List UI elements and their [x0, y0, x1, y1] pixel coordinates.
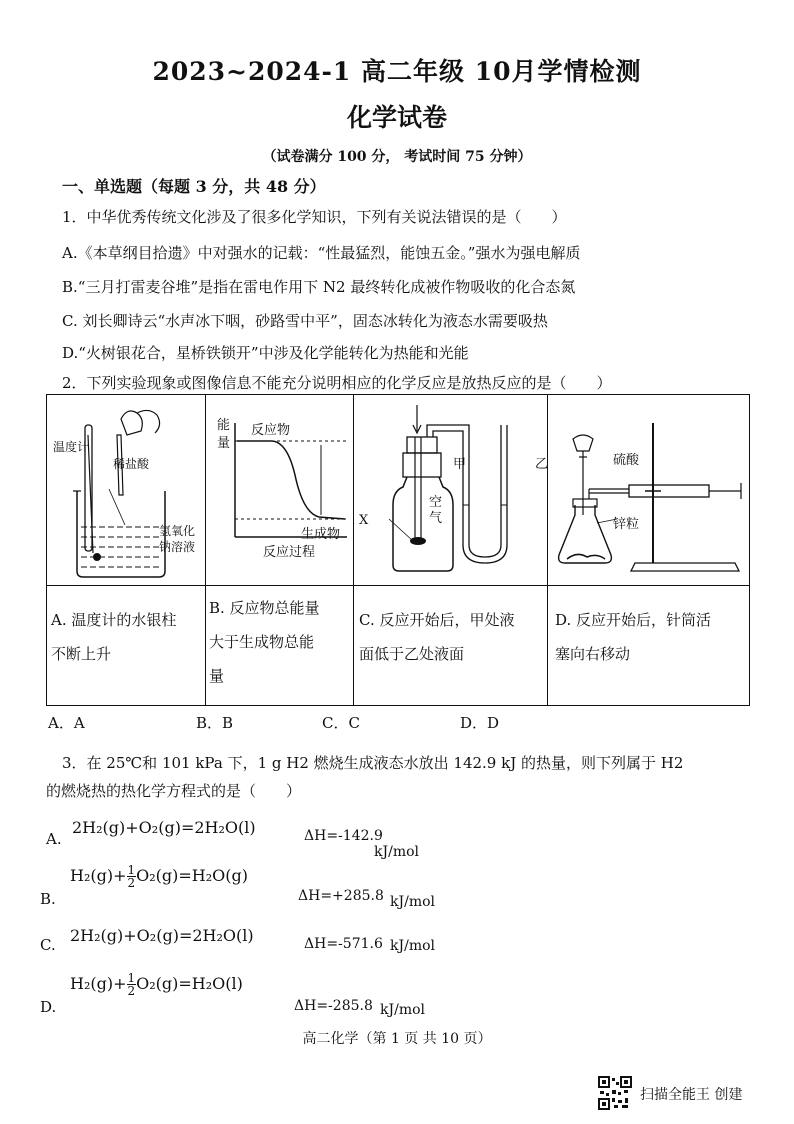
q1-option-b: B.“三月打雷麦谷堆”是指在雷电作用下 N2 最终转化成被作物吸收的化合态氮: [62, 278, 576, 296]
q2-answer-b: B．B: [196, 714, 234, 732]
q2-answer-d: D．D: [460, 714, 500, 732]
label-sulfuric-acid: 硫酸: [613, 453, 640, 468]
figure-a-beaker: [47, 395, 205, 585]
q3-dh-b: ΔH=+285.8: [298, 888, 384, 904]
q3-label-a: A.: [46, 830, 62, 848]
q1-stem: 1．中华优秀传统文化涉及了很多化学知识，下列有关说法错误的是（ ）: [62, 208, 567, 226]
label-reaction-process: 反应过程: [263, 545, 316, 560]
figure-d-syringe-flask: [549, 395, 749, 585]
q1-option-c: C. 刘长卿诗云“水声冰下咽，砂路雪中平”，固态冰转化为液态水需要吸热: [62, 312, 548, 330]
label-product: 生成物: [301, 527, 341, 542]
qr-code-icon: [598, 1076, 632, 1110]
q2-stem: 2．下列实验现象或图像信息不能充分说明相应的化学反应是放热反应的是（ ）: [62, 374, 612, 392]
q3-equation-a: 2H₂(g)+O₂(g)=2H₂O(l): [72, 818, 256, 837]
label-energy: 能量: [217, 418, 231, 451]
q3-stem-line1: 3．在 25℃和 101 kPa 下，1 g H2 燃烧生成液态水放出 142.9 kJ 的热量，则下列属于 H2: [62, 754, 684, 772]
q2-cell-b: B. 反应物总能量 大于生成物总能 量: [209, 599, 320, 685]
q3-equation-d: H₂(g)+ $\frac{1}{2}$ O₂(g)=H₂O(l): [70, 971, 243, 998]
q3-equation-b: H₂(g)+ $\frac{1}{2}$ O₂(g)=H₂O(g): [70, 863, 249, 890]
q2-table: [46, 394, 750, 706]
q1-option-a: A.《本草纲目拾遗》中对强水的记载：“性最猛烈，能蚀五金。”强水为强电解质: [62, 244, 581, 262]
q3-unit-d: kJ/mol: [380, 1002, 425, 1018]
q3-stem-line2: 的燃烧热的热化学方程式的是（ ）: [46, 782, 302, 800]
page-footer: 高二化学（第 1 页 共 10 页）: [302, 1031, 492, 1047]
q3-label-c: C.: [40, 936, 56, 954]
q2-cell-a: A. 温度计的水银柱 不断上升: [51, 611, 177, 663]
q3-dh-d: ΔH=-285.8: [294, 998, 373, 1014]
label-jia: 甲: [453, 457, 467, 472]
label-thermometer: 温度计: [53, 440, 90, 454]
q3-unit-b: kJ/mol: [390, 894, 435, 910]
q2-cell-c: C. 反应开始后，甲处液 面低于乙处液面: [359, 611, 515, 663]
label-hydrochloric-acid: 稀盐酸: [113, 457, 150, 471]
q3-unit-a: kJ/mol: [374, 844, 419, 860]
exam-note: （试卷满分 100 分， 考试时间 75 分钟）: [262, 149, 532, 165]
section-heading: 一、单选题（每题 3 分，共 48 分）: [62, 177, 326, 196]
q3-label-d: D.: [40, 998, 57, 1016]
label-x: X: [359, 513, 369, 528]
figure-c-u-tube: [355, 395, 547, 585]
q2-answer-a: A．A: [48, 714, 85, 732]
q1-option-d: D.“火树银花合，星桥铁锁开”中涉及化学能转化为热能和光能: [62, 344, 469, 362]
q2-cell-d: D. 反应开始后，针筒活 塞向右移动: [555, 611, 712, 663]
q3-equation-c: 2H₂(g)+O₂(g)=2H₂O(l): [70, 926, 254, 945]
label-air: 空气: [429, 495, 443, 526]
label-yi: 乙: [535, 457, 549, 472]
label-reactant: 反应物: [251, 423, 291, 438]
label-sodium-hydroxide: 氢氧化钠溶液: [159, 524, 196, 554]
subject-title: 化学试卷: [346, 103, 447, 132]
scanner-watermark: 扫描全能王 创建: [640, 1087, 743, 1103]
q3-dh-c: ΔH=-571.6: [304, 936, 383, 952]
label-zinc: 锌粒: [613, 517, 640, 532]
fraction-half: $\frac{1}{2}$: [127, 863, 136, 890]
q3-dh-a: ΔH=-142.9: [304, 828, 383, 844]
q2-answer-c: C．C: [322, 714, 360, 732]
q3-label-b: B.: [40, 890, 56, 908]
q3-unit-c: kJ/mol: [390, 938, 435, 954]
exam-title: 2023~2024-1 高二年级 10月学情检测: [152, 57, 642, 86]
fraction-half: $\frac{1}{2}$: [127, 971, 136, 998]
